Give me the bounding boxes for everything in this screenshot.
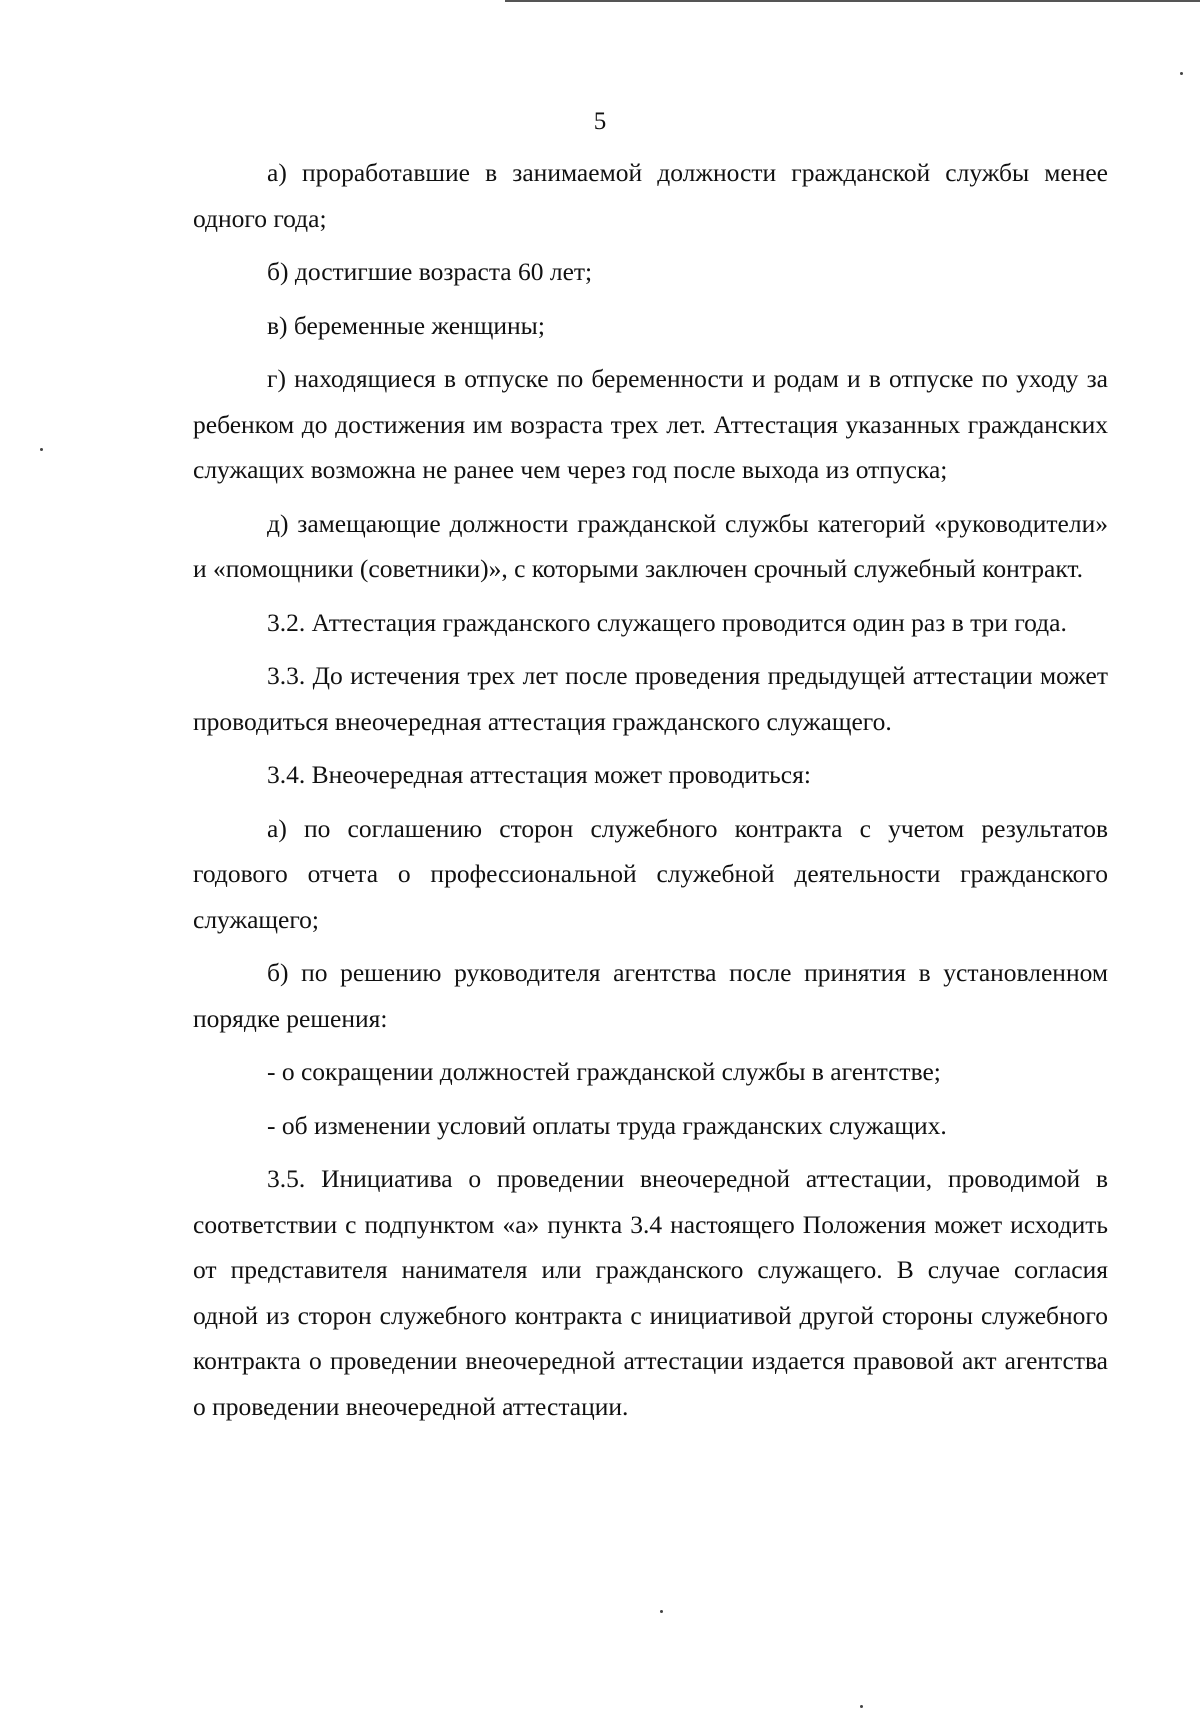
scan-speck bbox=[860, 1705, 863, 1708]
bullet-pay-conditions: - об изменении условий оплаты труда гражданских служащих. bbox=[267, 1110, 947, 1140]
paragraph-b-age-60: б) достигшие возраста 60 лет; bbox=[267, 257, 593, 286]
scan-speck bbox=[40, 448, 43, 451]
page-number: 5 bbox=[593, 108, 607, 135]
clause-3-2: 3.2. Аттестация гражданского служащего проводится один раз в три года. bbox=[267, 607, 1067, 637]
clause-3-4: 3.4. Внеочередная аттестация может проводиться: bbox=[267, 760, 811, 789]
scan-speck bbox=[660, 1610, 663, 1613]
scan-speck bbox=[1180, 72, 1183, 75]
clause-3-5: 3.5. Инициатива о проведении внеочередной аттестации, проводимой в соответствии с подпунктом «а» пункта 3.4 настоящего Положения может исходить от представителя нанимателя или гражданского служащего. В случае согласия одной из сторон служебного контракта с инициативой другой стороны служебного контракта о проведении внеочередной аттестации издается правовой акт агентства о проведении внеочередной аттестации. bbox=[193, 1164, 1108, 1421]
clause-3-4-b: б) по решению руководителя агентства после принятия в установленном порядке решения: bbox=[193, 958, 1108, 1033]
paragraph-v-pregnant: в) беременные женщины; bbox=[267, 310, 545, 340]
paragraph-g-maternity-leave: г) находящиеся в отпуске по беременности и родам и в отпуске по уходу за ребенком до достижения им возраста трех лет. Аттестация указанных гражданских служащих возможна не ранее чем через год после выхода из отпуска; bbox=[193, 364, 1108, 484]
paragraph-a-worked-less-than-year: а) проработавшие в занимаемой должности гражданской службы менее одного года; bbox=[193, 158, 1108, 233]
bullet-staff-reduction: - о сокращении должностей гражданской службы в агентстве; bbox=[267, 1057, 941, 1086]
scan-edge-line bbox=[505, 0, 1200, 2]
paragraph-d-fixed-term-contract: д) замещающие должности гражданской службы категорий «руководители» и «помощники (советники)», с которыми заключен срочный служебный контракт. bbox=[193, 508, 1108, 583]
document-body bbox=[193, 150, 1108, 1437]
clause-3-4-a: а) по соглашению сторон служебного контракта с учетом результатов годового отчета о профессиональной служебной деятельности гражданского служащего; bbox=[193, 813, 1108, 934]
clause-3-3: 3.3. До истечения трех лет после проведения предыдущей аттестации может проводиться внеочередная аттестация гражданского служащего. bbox=[193, 661, 1108, 736]
